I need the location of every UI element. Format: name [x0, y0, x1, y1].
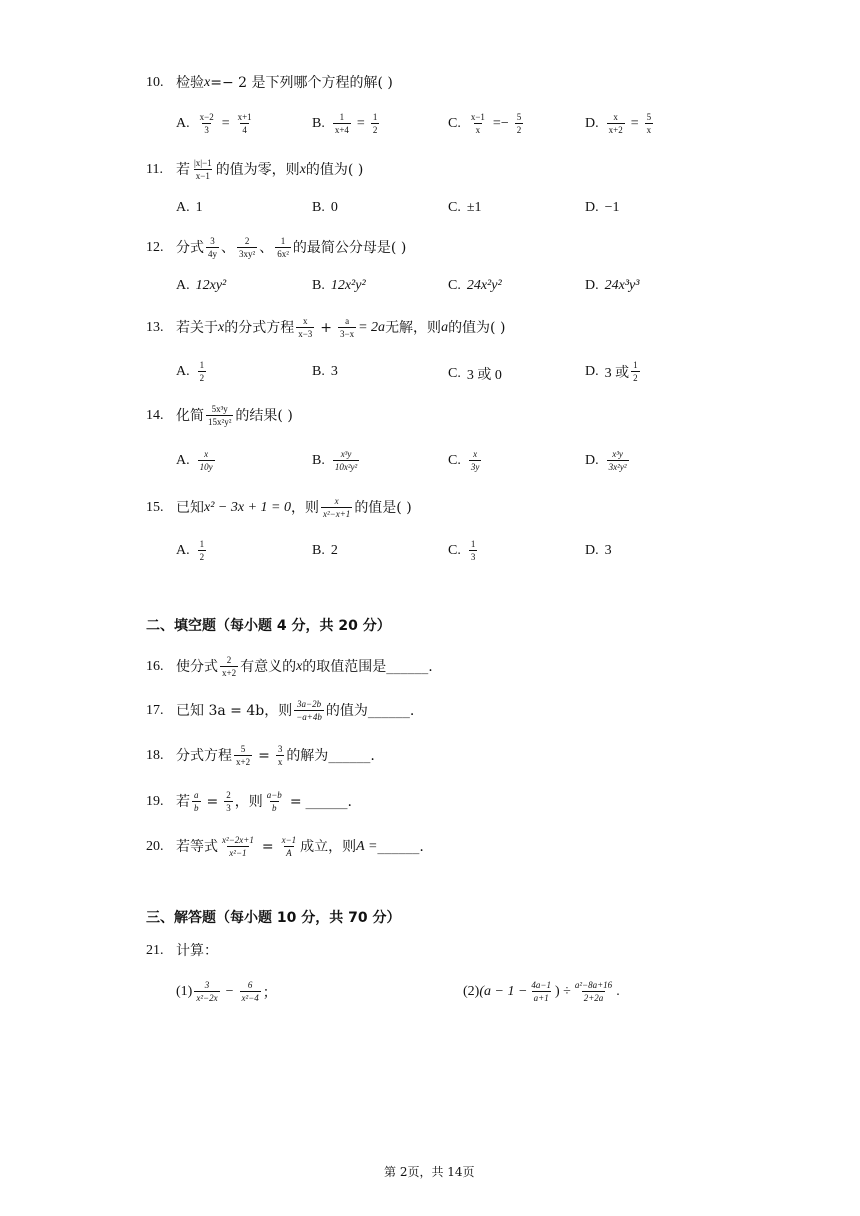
- option-label: A.: [176, 452, 190, 468]
- variable: x: [218, 319, 225, 335]
- numerator: x−1: [470, 112, 485, 122]
- option-label: C.: [448, 366, 461, 381]
- question-20: 20. 若等式 $\frac{\text{x²−2x+1}}{\text{x²−1}}$ = $\frac{x-1}{A}$ 成立，则 A = ______ .: [146, 835, 424, 859]
- option-value: 24x³y³: [604, 278, 640, 293]
- option-b: [312, 200, 338, 216]
- numerator: x³y: [612, 449, 623, 459]
- numerator: x: [473, 449, 478, 459]
- question-number: 18.: [146, 747, 164, 763]
- denominator: x+2: [608, 125, 623, 136]
- option-c: [448, 278, 502, 294]
- numerator: 3a−2b: [297, 699, 322, 709]
- fraction: [224, 790, 233, 814]
- denominator: 2: [199, 373, 205, 384]
- option-b: [312, 364, 338, 380]
- option-label: A.: [176, 278, 190, 293]
- numerator: 1: [280, 236, 286, 246]
- denominator: 4y: [208, 249, 217, 260]
- fraction: [280, 835, 299, 859]
- option-label: D.: [585, 115, 599, 131]
- denominator: A: [286, 848, 292, 859]
- denominator: x+2: [222, 668, 237, 679]
- denominator: b: [272, 803, 277, 814]
- fraction: [515, 112, 524, 136]
- fraction: [198, 539, 207, 563]
- option-label: D.: [585, 363, 599, 379]
- expression: (a − 1 −: [479, 983, 528, 999]
- option-value: 3 或 0: [466, 368, 502, 383]
- fraction: [206, 236, 219, 260]
- numerator: 1: [470, 539, 476, 549]
- question-12: [146, 236, 406, 260]
- numerator: x−1: [281, 835, 297, 845]
- question-text: 的取值范围是: [302, 658, 387, 675]
- option-b: B. $\frac{1}{x+4}$ = $\frac{1}{2}$: [312, 112, 378, 136]
- numerator: 3: [204, 980, 210, 990]
- option-a: A. $\frac{x-2}{3}$ = $\frac{x+1}{4}$: [176, 112, 252, 136]
- numerator: 3: [210, 236, 215, 246]
- fraction: [234, 744, 252, 768]
- question-text: ，则: [234, 793, 263, 810]
- option-c: [448, 200, 482, 216]
- section-title: 二、填空题（每小题 4 分，共 20 分）: [146, 618, 391, 634]
- numerator: x²−2x+1: [222, 835, 254, 845]
- variable: x: [296, 658, 303, 674]
- denominator: 2: [633, 373, 638, 384]
- denominator: x−3: [298, 329, 313, 340]
- fraction: [607, 112, 625, 136]
- variable: x: [299, 161, 306, 177]
- question-text: 检验: [176, 75, 204, 91]
- option-a: [176, 539, 208, 563]
- question-number: 13.: [146, 319, 164, 335]
- option-label: A.: [176, 363, 190, 379]
- question-16: [146, 655, 433, 679]
- numerator: 1: [199, 360, 205, 370]
- fraction: [607, 449, 629, 473]
- option-label: B.: [312, 364, 325, 379]
- option-label: B.: [312, 543, 325, 558]
- fraction: [469, 112, 487, 136]
- question-text: 的值为( ): [448, 319, 506, 336]
- option-label: B.: [312, 278, 325, 293]
- numerator: 1: [339, 112, 345, 122]
- fraction: [275, 236, 291, 260]
- question-14: [146, 404, 293, 428]
- fraction: [338, 316, 356, 340]
- option-label: D.: [585, 278, 599, 293]
- question-number: 16.: [146, 658, 164, 674]
- numerator: 4a−1: [531, 980, 551, 990]
- question-number: 20.: [146, 838, 164, 854]
- fraction: [194, 980, 219, 1004]
- question-11: [146, 158, 363, 182]
- numerator: a²−8a+16: [574, 980, 613, 990]
- separator: 、: [221, 239, 235, 256]
- punctuation: ；: [262, 985, 277, 1001]
- question-text: 若等式: [176, 838, 218, 855]
- option-a: [176, 449, 217, 473]
- question-text: 成立，则: [300, 838, 357, 855]
- option-label: A.: [176, 542, 190, 558]
- option-c: [448, 539, 479, 563]
- fraction: [469, 449, 482, 473]
- punctuation: .: [370, 747, 375, 764]
- question-text: 的值为零，则: [215, 161, 300, 178]
- fraction: [192, 158, 214, 182]
- fraction: [469, 539, 478, 563]
- numerator: 6: [247, 980, 253, 990]
- option-d: [585, 200, 620, 216]
- answer-blank[interactable]: ______: [328, 747, 371, 764]
- numerator: 2: [226, 655, 232, 665]
- numerator: |x|−1: [194, 158, 212, 168]
- equals-sign: =−: [492, 115, 509, 131]
- option-a: [176, 278, 226, 294]
- option-label: C.: [448, 452, 461, 468]
- answer-blank[interactable]: ______: [367, 702, 410, 719]
- option-a: [176, 200, 203, 216]
- punctuation: .: [409, 702, 415, 719]
- fraction: [321, 496, 352, 520]
- question-text: 计算：: [176, 943, 218, 959]
- question-number: 14.: [146, 407, 164, 423]
- fraction: [276, 744, 285, 768]
- page-number: 第 2页，共 14页: [384, 1165, 475, 1179]
- question-number: 17.: [146, 702, 164, 718]
- option-b: [312, 543, 338, 559]
- answer-blank[interactable]: ______: [305, 793, 348, 810]
- option-label: C.: [448, 542, 461, 558]
- option-value: 3 或: [604, 365, 630, 381]
- question-13: 13. 若关于 x 的分式方程 $\frac{x}{x-3}$ + $\frac{a}{3-x}$ = 2a 无解，则 a 的值为( ): [146, 316, 506, 340]
- expression: ) ÷: [554, 983, 571, 999]
- denominator: −a+4b: [296, 712, 322, 723]
- question-text: 已知: [176, 499, 204, 516]
- fraction: [240, 980, 261, 1004]
- numerator: x: [204, 449, 209, 459]
- fraction: [198, 449, 215, 473]
- question-text: 若: [176, 793, 190, 810]
- option-value: 12x²y²: [330, 278, 366, 293]
- option-label: C.: [448, 115, 461, 131]
- numerator: x: [303, 316, 308, 326]
- question-text: 化简: [176, 407, 204, 424]
- numerator: 5: [240, 744, 246, 754]
- fraction: [333, 112, 351, 136]
- option-value: 0: [330, 200, 338, 215]
- question-15: [146, 496, 412, 520]
- question-text: 的值为: [325, 702, 368, 719]
- denominator: 2+2a: [583, 993, 604, 1004]
- punctuation: .: [347, 793, 352, 810]
- option-label: B.: [312, 200, 325, 215]
- fraction: [631, 360, 640, 384]
- question-text: 若: [176, 161, 190, 178]
- option-value: 2: [330, 543, 338, 558]
- denominator: 10y: [199, 462, 213, 473]
- option-c: [448, 364, 502, 384]
- separator: 、: [259, 239, 274, 256]
- fraction: [198, 112, 216, 136]
- numerator: 2: [244, 236, 250, 246]
- question-text: ，则: [290, 499, 319, 516]
- fraction: [237, 236, 257, 260]
- option-label: D.: [585, 200, 599, 215]
- denominator: 3: [226, 803, 231, 814]
- numerator: 5: [516, 112, 522, 122]
- option-a: [176, 360, 208, 384]
- numerator: 2: [226, 790, 231, 800]
- denominator: 3: [470, 552, 476, 563]
- punctuation: .: [616, 983, 620, 999]
- option-label: D.: [585, 543, 599, 558]
- denominator: 2: [516, 125, 522, 136]
- denominator: x+4: [334, 125, 349, 136]
- question-text: 有意义的: [240, 658, 297, 675]
- numerator: 5: [646, 112, 652, 122]
- option-label: A.: [176, 115, 190, 131]
- question-number: 11.: [146, 161, 163, 177]
- option-d: [585, 543, 612, 559]
- question-text: 的分式方程: [224, 319, 295, 336]
- denominator: a+1: [533, 993, 549, 1004]
- denominator: x²−1: [229, 848, 247, 859]
- option-b: [312, 278, 366, 294]
- question-text: 若关于: [176, 319, 218, 336]
- fraction: [296, 316, 314, 340]
- subquestion-label: (2): [463, 983, 480, 999]
- denominator: 3−x: [340, 329, 355, 340]
- fraction: [220, 655, 238, 679]
- option-value: −1: [604, 200, 620, 215]
- fraction: [333, 449, 359, 473]
- denominator: x: [475, 125, 481, 136]
- option-label: A.: [176, 200, 190, 215]
- option-value: 3: [330, 364, 338, 379]
- subquestion-1: (1) $\frac{3}{\text{x²−2x}}$ − $\frac{6}{\text{x²−4}}$ ；: [176, 980, 277, 1004]
- question-number: 19.: [146, 793, 164, 809]
- question-text: 无解，则: [385, 319, 442, 336]
- section-title: 三、解答题（每小题 10 分，共 70 分）: [146, 910, 401, 926]
- option-label: D.: [585, 452, 599, 468]
- numerator: 1: [633, 360, 638, 370]
- subquestion-2: [463, 980, 620, 1004]
- denominator: 10x²y²: [334, 462, 358, 473]
- question-text: 的结果( ): [235, 407, 293, 424]
- question-text: 已知 3a = 4b，则: [176, 702, 293, 719]
- punctuation: .: [419, 838, 424, 855]
- numerator: x+1: [237, 112, 252, 122]
- question-10: [146, 76, 393, 90]
- option-value: 1: [195, 200, 203, 215]
- option-d: [585, 360, 642, 384]
- question-text: 的值是( ): [354, 499, 412, 516]
- option-d: D. $\frac{x}{x+2}$ = $\frac{5}{x}$: [585, 112, 652, 136]
- question-text: 的最简公分母是( ): [292, 239, 407, 256]
- numerator: 1: [199, 539, 205, 549]
- fraction: [220, 835, 256, 859]
- numerator: a−b: [266, 790, 282, 800]
- fraction: [265, 790, 284, 814]
- option-value: ±1: [466, 200, 482, 215]
- option-label: B.: [312, 115, 325, 131]
- question-number: 15.: [146, 499, 164, 515]
- variable: x: [204, 75, 211, 90]
- punctuation: .: [428, 658, 433, 675]
- option-label: B.: [312, 452, 325, 468]
- fraction: [192, 790, 201, 814]
- equation: x² − 3x + 1 = 0: [204, 499, 291, 515]
- denominator: x: [277, 757, 283, 768]
- denominator: 3xy²: [239, 249, 256, 260]
- denominator: 3: [204, 125, 209, 136]
- numerator: x: [613, 112, 618, 122]
- numerator: x: [334, 496, 339, 506]
- denominator: 4: [242, 125, 247, 136]
- denominator: 3x²y²: [608, 462, 627, 473]
- denominator: 6x²: [277, 249, 289, 260]
- question-text: 分式: [176, 239, 204, 256]
- fraction: [645, 112, 654, 136]
- denominator: x−1: [195, 171, 210, 182]
- denominator: 2: [372, 125, 378, 136]
- question-number: 10.: [146, 75, 164, 90]
- denominator: 2: [199, 552, 205, 563]
- denominator: x²−x+1: [322, 509, 351, 520]
- fraction: [294, 699, 324, 723]
- numerator: 5x³y: [211, 404, 228, 414]
- option-value: 3: [604, 543, 612, 558]
- numerator: a: [345, 316, 350, 326]
- question-text: 分式方程: [176, 747, 232, 764]
- option-c: [448, 112, 525, 136]
- fraction: [198, 360, 207, 384]
- option-value: 24x²y²: [466, 278, 502, 293]
- denominator: x²−2x: [196, 993, 218, 1004]
- option-value: 12xy²: [195, 278, 227, 293]
- option-b: [312, 449, 361, 473]
- denominator: b: [194, 803, 199, 814]
- fraction: [371, 112, 380, 136]
- fraction: [573, 980, 614, 1004]
- option-c: [448, 449, 483, 473]
- variable: a: [441, 319, 449, 335]
- numerator: x−2: [199, 112, 214, 122]
- question-19: 19. 若 $\frac{a}{b}$ = $\frac{2}{3}$ ，则 $\frac{a-b}{b}$ = ______ .: [146, 790, 352, 814]
- answer-blank[interactable]: ______: [386, 658, 429, 675]
- answer-blank[interactable]: ______: [377, 838, 420, 855]
- denominator: x: [646, 125, 652, 136]
- fraction: [236, 112, 254, 136]
- question-number: 21.: [146, 943, 164, 958]
- fraction: [206, 404, 233, 428]
- denominator: x²−4: [241, 993, 259, 1004]
- equation-rhs: = 2a: [358, 319, 386, 335]
- question-text: 的解为: [286, 747, 329, 764]
- numerator: a: [194, 790, 199, 800]
- question-text: 的值为( ): [305, 161, 364, 178]
- question-text: =− 2 是下列哪个方程的解( ): [210, 75, 393, 91]
- denominator: 15x²y²: [208, 417, 232, 428]
- option-label: C.: [448, 278, 461, 293]
- denominator: x+2: [236, 757, 251, 768]
- question-21: [146, 944, 218, 958]
- question-17: [146, 699, 414, 723]
- numerator: x³y: [340, 449, 352, 459]
- option-d: [585, 278, 639, 294]
- denominator: 3y: [470, 462, 480, 473]
- question-text: 使分式: [176, 658, 218, 675]
- numerator: 1: [372, 112, 378, 122]
- question-number: 12.: [146, 239, 164, 255]
- numerator: 3: [277, 744, 283, 754]
- variable: A =: [356, 838, 378, 854]
- fraction: [529, 980, 553, 1004]
- option-d: [585, 449, 631, 473]
- subquestion-label: (1): [176, 983, 193, 999]
- question-18: 18. 分式方程 $\frac{5}{x+2}$ = $\frac{3}{x}$ 的解为 ______ .: [146, 744, 375, 768]
- option-label: C.: [448, 200, 461, 215]
